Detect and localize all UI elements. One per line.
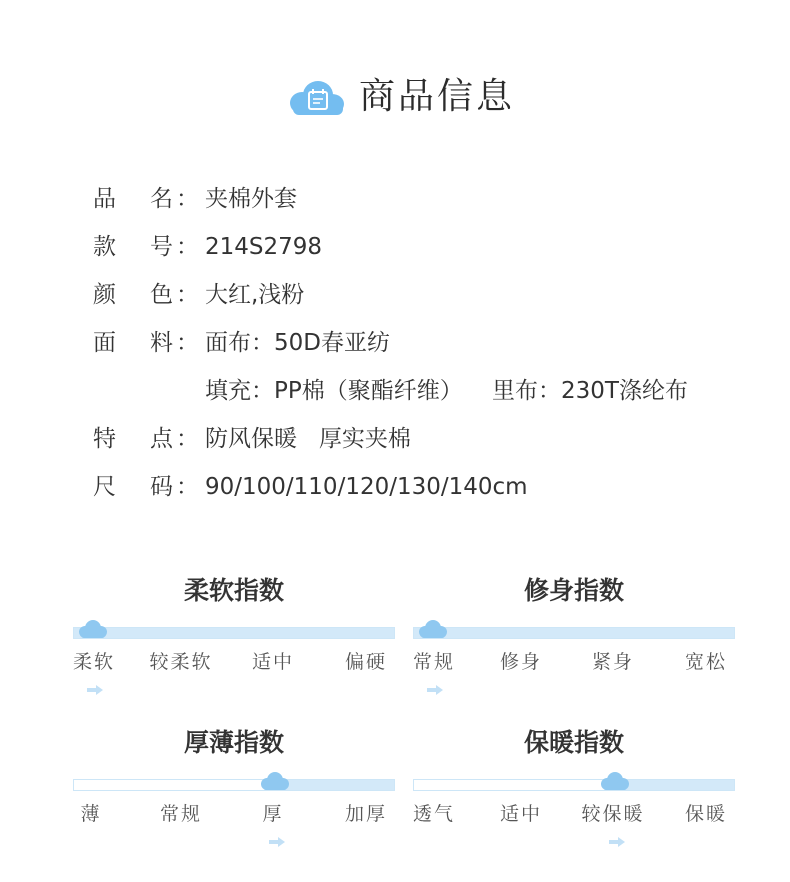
label-char: 点 bbox=[150, 426, 173, 452]
label-colon: ： bbox=[176, 186, 199, 212]
scale-ticks bbox=[73, 649, 395, 679]
fabric-outer-value: 面布：50D春亚纺 bbox=[205, 330, 390, 356]
tick-label: 厚 bbox=[262, 803, 284, 825]
tick-label: 适中 bbox=[499, 803, 542, 825]
tick-label: 宽松 bbox=[684, 651, 727, 673]
tick-label: 常规 bbox=[413, 651, 456, 673]
label-char: 品 bbox=[93, 186, 116, 212]
tick-label: 薄 bbox=[80, 803, 102, 825]
cloud-calendar-icon bbox=[287, 78, 347, 118]
label-char: 色 bbox=[150, 282, 173, 308]
label-colon: ： bbox=[176, 282, 199, 308]
feature-value: 防风保暖 厚实夹棉 bbox=[205, 426, 411, 452]
label-char: 号 bbox=[150, 234, 173, 260]
tick-label: 偏硬 bbox=[344, 651, 387, 673]
tick-label: 较柔软 bbox=[149, 651, 213, 673]
label-char: 颜 bbox=[93, 282, 116, 308]
label-char: 料 bbox=[150, 330, 173, 356]
scale-bar bbox=[73, 627, 395, 639]
arrow-right-icon bbox=[427, 685, 443, 695]
arrow-right-icon bbox=[269, 837, 285, 847]
tick-label: 加厚 bbox=[344, 803, 387, 825]
scale-title: 柔软指数 bbox=[183, 576, 284, 605]
cloud-marker-icon bbox=[600, 771, 630, 791]
tick-label: 保暖 bbox=[684, 803, 727, 825]
label-colon: ： bbox=[176, 330, 199, 356]
scale-title: 保暖指数 bbox=[523, 728, 624, 757]
scale-title: 修身指数 bbox=[523, 576, 624, 605]
section-header bbox=[0, 72, 790, 128]
scale-title: 厚薄指数 bbox=[183, 728, 284, 757]
scale-ticks bbox=[413, 649, 735, 679]
scale-bar bbox=[413, 779, 735, 791]
label-char: 特 bbox=[93, 426, 116, 452]
fabric-lining-value: 里布：230T涤纶布 bbox=[492, 378, 688, 404]
tick-label: 常规 bbox=[159, 803, 202, 825]
tick-label: 透气 bbox=[413, 803, 456, 825]
scale-ticks bbox=[413, 801, 735, 831]
section-title: 商品信息 bbox=[359, 76, 516, 117]
fabric-fill-value: 填充：PP棉（聚酯纤维） bbox=[205, 378, 463, 404]
label-char: 面 bbox=[93, 330, 116, 356]
scale-bar bbox=[413, 627, 735, 639]
tick-label: 修身 bbox=[499, 651, 542, 673]
scale-ticks bbox=[73, 801, 395, 831]
label-colon: ： bbox=[176, 474, 199, 500]
size-value: 90/100/110/120/130/140cm bbox=[205, 474, 528, 500]
label-colon: ： bbox=[176, 234, 199, 260]
tick-label: 柔软 bbox=[73, 651, 116, 673]
tick-label: 紧身 bbox=[591, 651, 634, 673]
scale-bar bbox=[73, 779, 395, 791]
label-char: 码 bbox=[150, 474, 173, 500]
arrow-right-icon bbox=[87, 685, 103, 695]
cloud-marker-icon bbox=[260, 771, 290, 791]
arrow-right-icon bbox=[609, 837, 625, 847]
label-char: 名 bbox=[150, 186, 173, 212]
tick-label: 适中 bbox=[251, 651, 294, 673]
product-name-value: 夹棉外套 bbox=[205, 186, 297, 212]
label-char: 尺 bbox=[93, 474, 116, 500]
label-colon: ： bbox=[176, 426, 199, 452]
label-char: 款 bbox=[93, 234, 116, 260]
cloud-marker-icon bbox=[418, 619, 448, 639]
cloud-marker-icon bbox=[78, 619, 108, 639]
tick-label: 较保暖 bbox=[581, 803, 645, 825]
color-value: 大红,浅粉 bbox=[205, 282, 305, 308]
style-no-value: 214S2798 bbox=[205, 234, 323, 260]
